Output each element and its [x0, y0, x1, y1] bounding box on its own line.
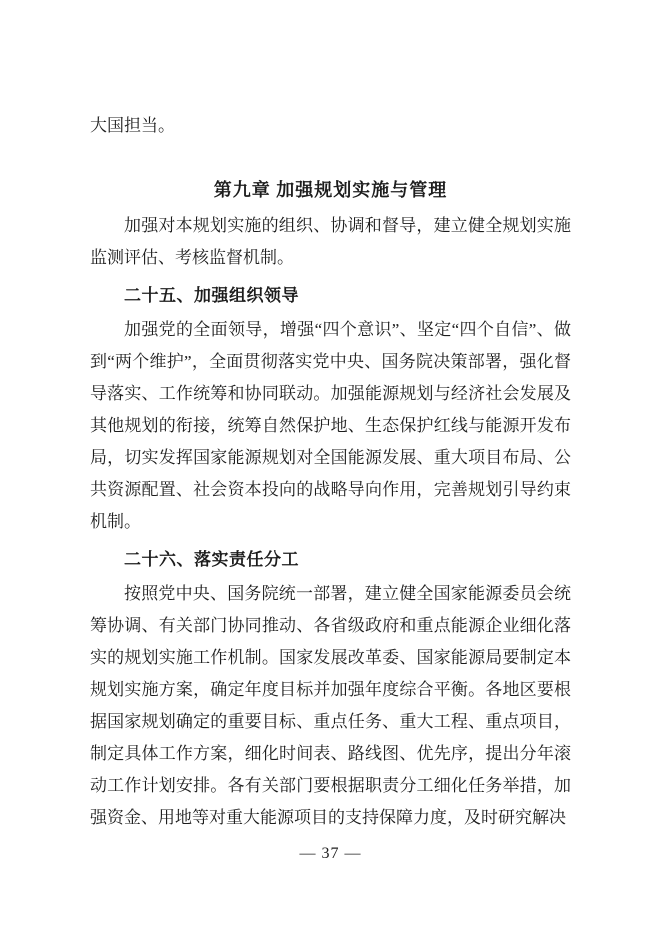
paragraph-intro: 加强对本规划实施的组织、协调和督导，建立健全规划实施监测评估、考核监督机制。 — [90, 216, 571, 267]
page-number: — 37 — — [299, 845, 362, 862]
section-body-25: 加强党的全面领导，增强“四个意识”、坚定“四个自信”、做到“两个维护”，全面贯彻落实党中央、国务院决策部署，强化督导落实、工作统筹和协同联动。加强能源规划与经济社会发展及其他规划的衔接，统筹自然保护地、生态保护红线与能源开发布局，切实发挥国家能源规划对全国能源发展、重大项目布局、公共资源配置、社会资本投向的战略导向作用，完善规划引导约束机制。 — [90, 320, 571, 531]
section-heading-26: 二十六、落实责任分工 — [124, 550, 299, 569]
section-heading-25: 二十五、加强组织领导 — [124, 286, 299, 305]
paragraph-continuation: 大国担当。 — [90, 116, 175, 135]
chapter-title: 第九章 加强规划实施与管理 — [213, 180, 448, 200]
section-body-26: 按照党中央、国务院统一部署，建立健全国家能源委员会统筹协调、有关部门协同推动、各省级政府和重点能源企业细化落实的规划实施工作机制。国家发展改革委、国家能源局要制定本规划实施方案，确定年度目标并加强年度综合平衡。各地区要根据国家规划确定的重要目标、重点任务、重大工程、重点项目，制定具体工作方案，细化时间表、路线图、优先序，提出分年滚动工作计划安排。各有关部门要根据职责分工细化任务举措，加强资金、用地等对重大能源项目的支持保障力度，及时研究解决 — [90, 584, 571, 827]
